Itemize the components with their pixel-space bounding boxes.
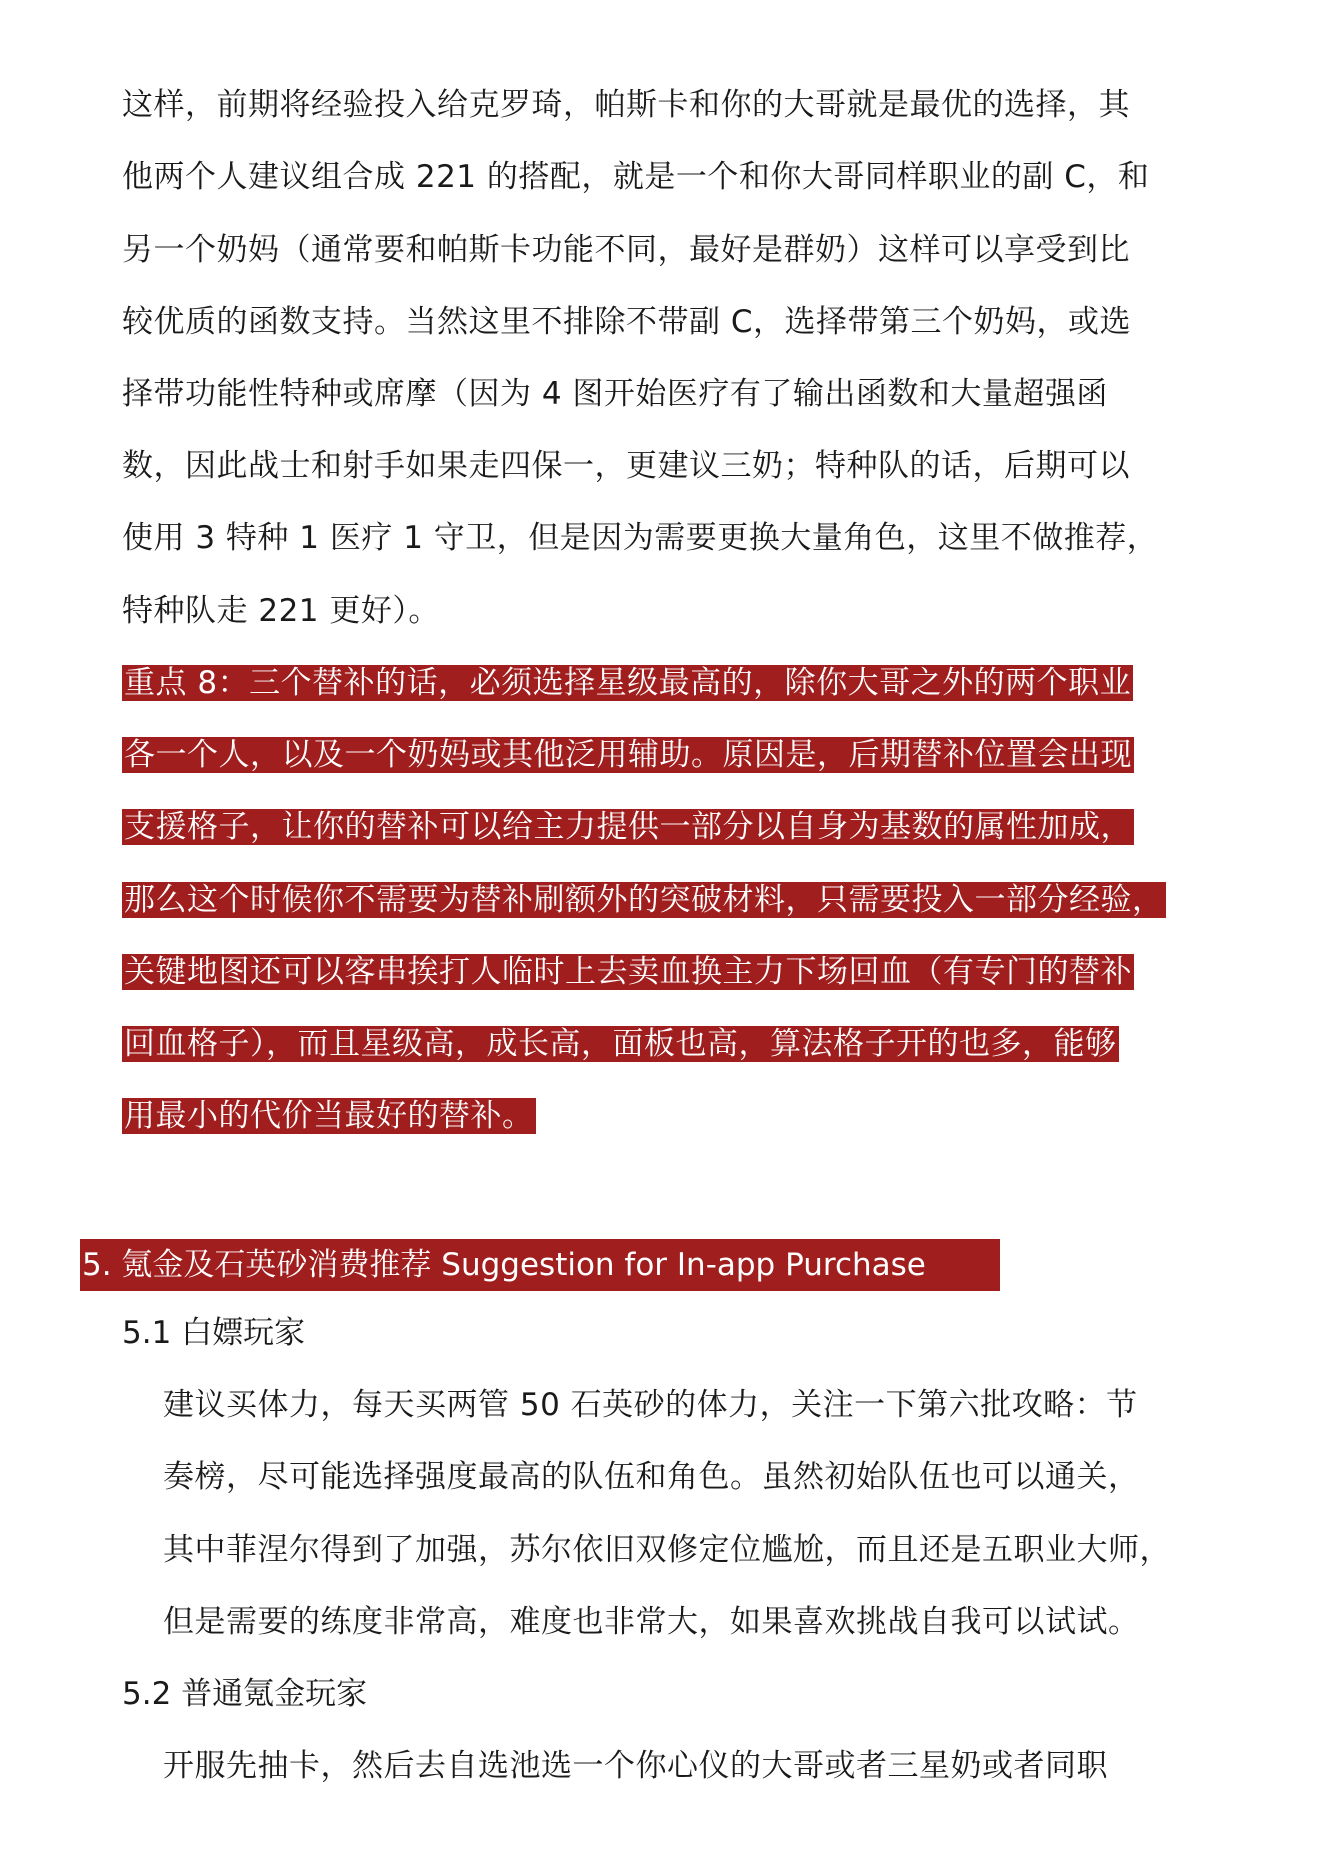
key-point-line — [122, 733, 1134, 777]
body-text-line: 择带功能性特种或席摩（因为 4 图开始医疗有了输出函数和大量超强函 — [122, 376, 1108, 412]
body-text-line: 另一个奶妈（通常要和帕斯卡功能不同，最好是群奶）这样可以享受到比 — [122, 232, 1130, 268]
body-text-line: 较优质的函数支持。当然这里不排除不带副 C，选择带第三个奶妈，或选 — [122, 304, 1131, 340]
highlight-text: 用最小的代价当最好的替补。 — [124, 1098, 534, 1134]
body-text-line: 建议买体力，每天买两管 50 石英砂的体力，关注一下第六批攻略：节 — [163, 1387, 1138, 1423]
key-point-line — [122, 878, 1166, 922]
highlight-text: 那么这个时候你不需要为替补刷额外的突破材料，只需要投入一部分经验， — [124, 882, 1164, 918]
highlight-text: 各一个人，以及一个奶妈或其他泛用辅助。原因是，后期替补位置会出现 — [124, 737, 1132, 773]
key-point-line — [122, 1094, 536, 1138]
subsection-title: 5.1 白嫖玩家 — [122, 1315, 306, 1351]
highlight-text: 支援格子，让你的替补可以给主力提供一部分以自身为基数的属性加成， — [124, 809, 1132, 845]
body-text-line: 特种队走 221 更好）。 — [122, 593, 440, 629]
key-point-line — [122, 1022, 1119, 1066]
body-text-line: 他两个人建议组合成 221 的搭配，就是一个和你大哥同样职业的副 C，和 — [122, 159, 1150, 195]
section-heading: 5. 氪金及石英砂消费推荐 Suggestion for In-app Purchase — [80, 1239, 1000, 1291]
body-text-line: 数，因此战士和射手如果走四保一，更建议三奶；特种队的话，后期可以 — [122, 448, 1130, 484]
body-text-line: 奏榜，尽可能选择强度最高的队伍和角色。虽然初始队伍也可以通关， — [163, 1459, 1140, 1495]
body-text-line: 但是需要的练度非常高，难度也非常大，如果喜欢挑战自我可以试试。 — [163, 1604, 1140, 1640]
body-text-line: 其中菲涅尔得到了加强，苏尔依旧双修定位尴尬，而且还是五职业大师， — [163, 1532, 1171, 1568]
body-text-line: 开服先抽卡，然后去自选池选一个你心仪的大哥或者三星奶或者同职 — [163, 1748, 1108, 1784]
highlight-text: 重点 8：三个替补的话，必须选择星级最高的，除你大哥之外的两个职业 — [124, 665, 1132, 701]
highlight-text: 回血格子），而且星级高，成长高，面板也高，算法格子开的也多，能够 — [124, 1026, 1117, 1062]
highlight-text: 关键地图还可以客串挨打人临时上去卖血换主力下场回血（有专门的替补 — [124, 954, 1132, 990]
key-point-line — [122, 661, 1133, 705]
key-point-line — [122, 805, 1134, 849]
subsection-title: 5.2 普通氪金玩家 — [122, 1676, 368, 1712]
key-point-line — [122, 950, 1134, 994]
body-text-line: 使用 3 特种 1 医疗 1 守卫，但是因为需要更换大量角色，这里不做推荐， — [122, 520, 1159, 556]
body-text-line: 这样，前期将经验投入给克罗琦，帕斯卡和你的大哥就是最优的选择，其 — [122, 87, 1130, 123]
